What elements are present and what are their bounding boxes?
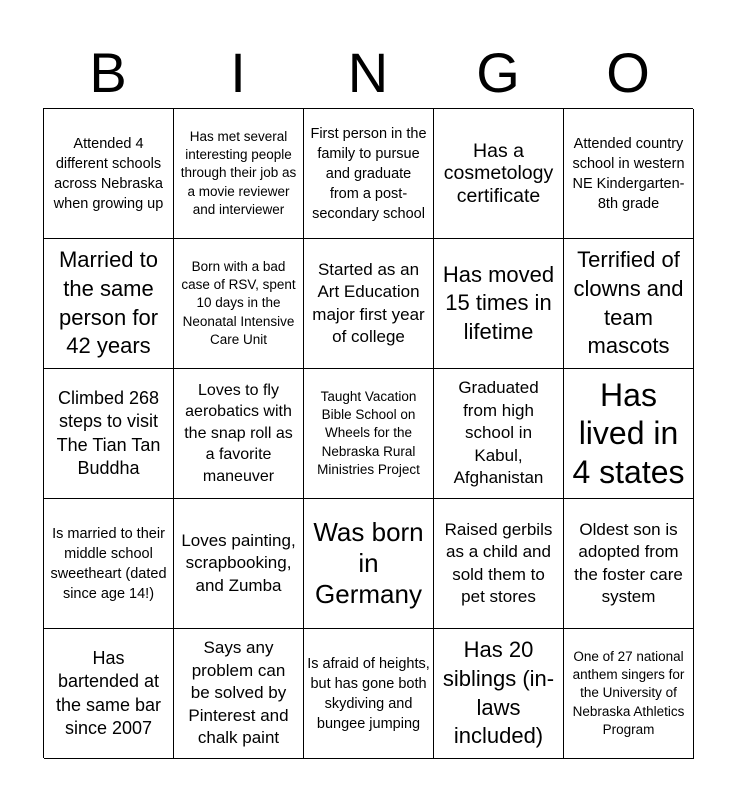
header-letter-g: G xyxy=(476,41,520,104)
bingo-header xyxy=(43,38,693,108)
cell-text: Oldest son is adopted from the foster care system xyxy=(574,519,683,606)
cell-text: Born with a bad case of RSV, spent 10 days in the Neonatal Intensive Care Unit xyxy=(181,258,296,347)
cell-text: Is afraid of heights, but has gone both skydiving and bungee jumping xyxy=(307,655,430,732)
bingo-cell[interactable] xyxy=(304,499,434,629)
cell-text: Terrified of clowns and team mascots xyxy=(573,247,684,359)
cell-text: Has lived in 4 states xyxy=(572,376,685,490)
cell-text: Has a cosmetology certificate xyxy=(443,139,554,207)
bingo-cell[interactable] xyxy=(434,239,564,369)
cell-text: Loves to fly aerobatics with the snap roll as a favorite maneuver xyxy=(184,381,293,485)
bingo-cell[interactable] xyxy=(434,369,564,499)
cell-text: Says any problem can be solved by Pinterest and chalk paint xyxy=(188,638,289,748)
cell-text: Taught Vacation Bible School on Wheels for the Nebraska Rural Ministries Project xyxy=(317,388,420,477)
bingo-cell[interactable] xyxy=(44,629,174,759)
bingo-cell[interactable] xyxy=(304,629,434,759)
cell-text: Married to the same person for 42 years xyxy=(58,247,159,359)
header-letter-o: O xyxy=(606,41,650,104)
bingo-cell[interactable] xyxy=(564,629,694,759)
bingo-cell[interactable] xyxy=(44,499,174,629)
cell-text: Raised gerbils as a child and sold them to pet stores xyxy=(444,519,553,606)
bingo-cell[interactable] xyxy=(44,109,174,239)
cell-text: Has moved 15 times in lifetime xyxy=(442,261,555,344)
bingo-cell[interactable] xyxy=(564,499,694,629)
bingo-cell[interactable] xyxy=(564,369,694,499)
cell-text: Has bartended at the same bar since 2007 xyxy=(55,648,162,738)
cell-text: Graduated from high school in Kabul, Afghanistan xyxy=(453,378,544,488)
bingo-cell[interactable] xyxy=(174,369,304,499)
bingo-cell[interactable] xyxy=(434,109,564,239)
cell-text: Attended country school in western NE Kindergarten-8th grade xyxy=(572,135,685,212)
bingo-cell[interactable] xyxy=(564,239,694,369)
cell-text: Loves painting, scrapbooking, and Zumba xyxy=(181,530,296,595)
bingo-cell[interactable] xyxy=(174,499,304,629)
bingo-cell[interactable] xyxy=(564,109,694,239)
bingo-cell[interactable] xyxy=(44,369,174,499)
cell-text: Has met several interesting people through their job as a movie reviewer and interviewer xyxy=(180,128,297,217)
bingo-board xyxy=(43,108,693,758)
bingo-cell[interactable] xyxy=(174,109,304,239)
header-letter-b: B xyxy=(89,41,127,104)
cell-text: Was born in Germany xyxy=(313,516,424,610)
cell-text: One of 27 national anthem singers for the University of Nebraska Athletics Program xyxy=(572,648,685,737)
bingo-cell[interactable] xyxy=(434,499,564,629)
cell-text: First person in the family to pursue and graduate from a post-secondary school xyxy=(310,125,427,222)
cell-text: Started as an Art Education major first year of college xyxy=(312,259,425,346)
bingo-cell[interactable] xyxy=(304,239,434,369)
header-letter-n: N xyxy=(347,41,389,104)
bingo-cell[interactable] xyxy=(304,369,434,499)
bingo-cell[interactable] xyxy=(174,629,304,759)
bingo-cell[interactable] xyxy=(304,109,434,239)
bingo-cell[interactable] xyxy=(174,239,304,369)
cell-text: Climbed 268 steps to visit The Tian Tan Buddha xyxy=(56,388,161,478)
cell-text: Is married to their middle school sweetheart (dated since age 14!) xyxy=(50,525,167,602)
header-letter-i: I xyxy=(230,41,246,104)
cell-text: Has 20 siblings (in-laws included) xyxy=(442,637,555,749)
bingo-cell[interactable] xyxy=(434,629,564,759)
bingo-cell[interactable] xyxy=(44,239,174,369)
cell-text: Attended 4 different schools across Nebraska when growing up xyxy=(53,135,164,212)
